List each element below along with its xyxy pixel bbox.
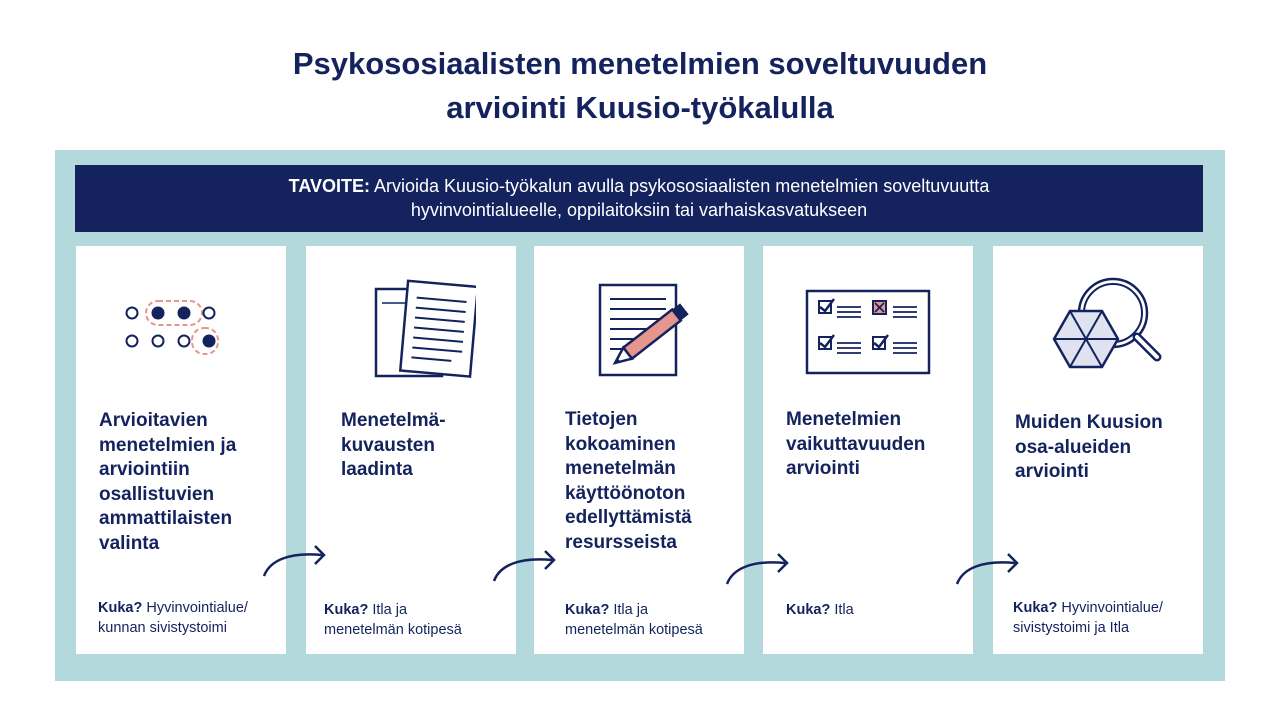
step-responsible: Kuka? Itla <box>786 602 854 618</box>
step-card-1 <box>76 246 286 654</box>
documents-icon <box>346 271 476 381</box>
step-heading: Muiden Kuusion osa-alueiden arviointi <box>1015 412 1163 482</box>
title-line-1: Psykososiaalisten menetelmien soveltuvuuden <box>292 46 988 81</box>
step-heading: Menetelmien vaikuttavuuden arviointi <box>786 409 926 479</box>
goal-label: TAVOITE: <box>288 176 370 196</box>
step-heading: Menetelmä- kuvausten laadinta <box>341 410 446 480</box>
goal-text-1: Arvioida Kuusio-työkalun avulla psykososiaalisten menetelmien soveltuvuutta <box>369 176 990 196</box>
arrow-right-icon <box>723 548 793 588</box>
checklist-icon <box>803 271 933 381</box>
page-title <box>0 42 1280 130</box>
step-card-2 <box>306 246 516 654</box>
step-responsible: Kuka? Itla ja menetelmän kotipesä <box>324 602 462 638</box>
step-heading: Arvioitavien menetelmien ja arviointiin osallistuvien ammattilaisten valinta <box>99 410 237 554</box>
goal-line-1 <box>75 174 1203 198</box>
step-card-5 <box>993 246 1203 654</box>
goal-banner <box>75 165 1203 232</box>
arrow-right-icon <box>953 548 1023 588</box>
dots-selection-icon <box>116 271 246 361</box>
step-card-3 <box>534 246 744 654</box>
title-line-2: arviointi Kuusio-työkalulla <box>446 90 834 125</box>
hexagon-magnifier-icon <box>1033 271 1163 381</box>
arrow-right-icon <box>490 545 560 585</box>
arrow-right-icon <box>260 540 330 580</box>
step-responsible: Kuka? Hyvinvointialue/ kunnan sivistystoimi <box>98 600 248 636</box>
goal-line-2: hyvinvointialueelle, oppilaitoksiin tai varhaiskasvatukseen <box>410 200 868 220</box>
step-responsible: Kuka? Hyvinvointialue/ sivistystoimi ja Itla <box>1013 600 1163 636</box>
document-pencil-icon <box>574 271 704 381</box>
step-responsible: Kuka? Itla ja menetelmän kotipesä <box>565 602 703 638</box>
step-heading: Tietojen kokoaminen menetelmän käyttöönoton edellyttämistä resursseista <box>565 409 692 553</box>
step-card-4 <box>763 246 973 654</box>
